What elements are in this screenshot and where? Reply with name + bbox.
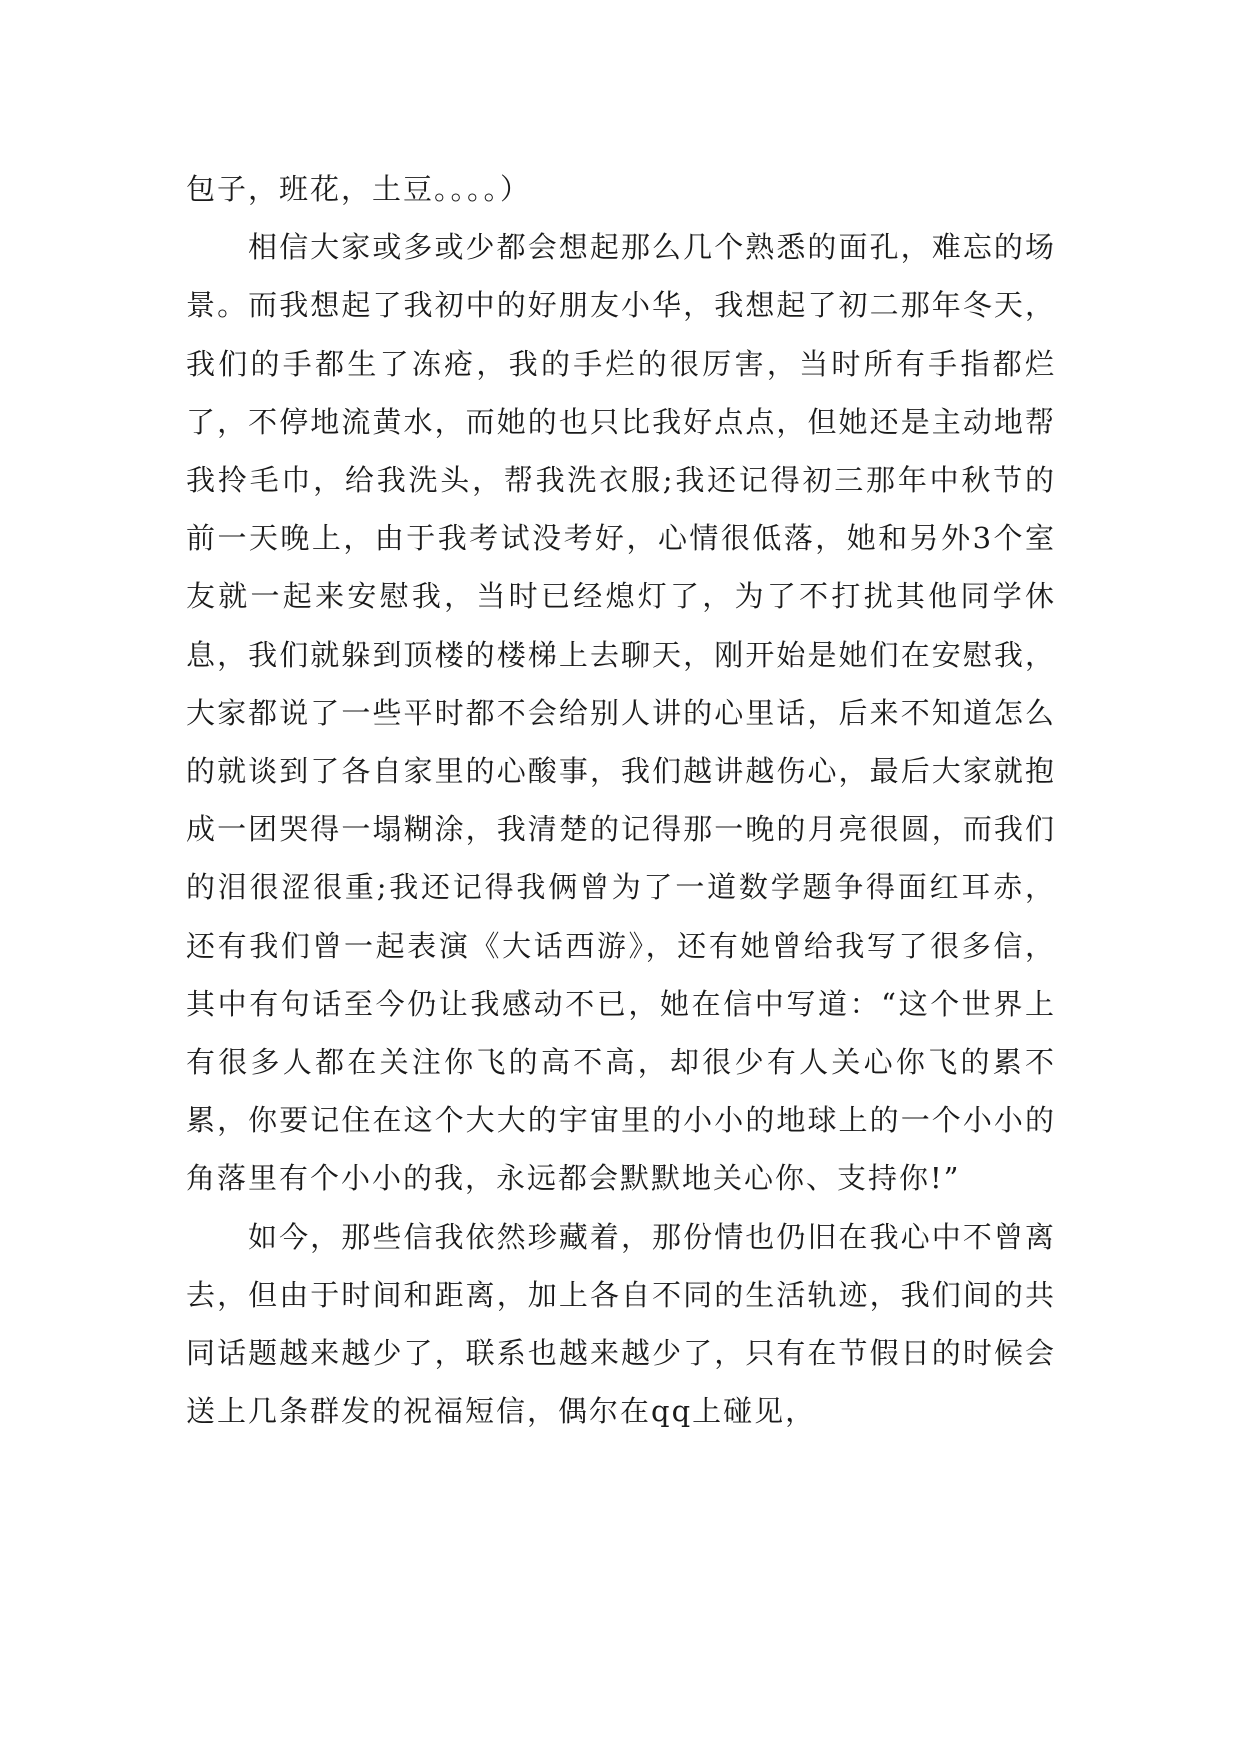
document-body [186,160,1056,1440]
paragraph-3: 如今，那些信我依然珍藏着，那份情也仍旧在我心中不曾离去，但由于时间和距离，加上各自不同的生活轨迹，我们间的共同话题越来越少了，联系也越来越少了，只有在节假日的时候会送上几条群发的祝福短信，偶尔在qq上碰见， [186,1219,1056,1429]
paragraph-2: 相信大家或多或少都会想起那么几个熟悉的面孔，难忘的场景。而我想起了我初中的好朋友小华，我想起了初二那年冬天，我们的手都生了冻疮，我的手烂的很厉害，当时所有手指都烂了，不停地流黄水，而她的也只比我好点点，但她还是主动地帮我拎毛巾，给我洗头，帮我洗衣服;我还记得初三那年中秋节的前一天晚上，由于我考试没考好，心情很低落，她和另外3个室友就一起来安慰我，当时已经熄灯了，为了不打扰其他同学休息，我们就躲到顶楼的楼梯上去聊天，刚开始是她们在安慰我，大家都说了一些平时都不会给别人讲的心里话，后来不知道怎么的就谈到了各自家里的心酸事，我们越讲越伤心，最后大家就抱成一团哭得一塌糊涂，我清楚的记得那一晚的月亮很圆，而我们的泪很涩很重;我还记得我俩曾为了一道数学题争得面红耳赤，还有我们曾一起表演《大话西游》，还有她曾给我写了很多信，其中有句话至今仍让我感动不已，她在信中写道：“这个世界上有很多人都在关注你飞的高不高，却很少有人关心你飞的累不累，你要记住在这个大大的宇宙里的小小的地球上的一个小小的角落里有个小小的我，永远都会默默地关心你、支持你!” [186,230,1056,1196]
paragraph-1: 包子，班花，土豆。。。。） [186,172,532,206]
